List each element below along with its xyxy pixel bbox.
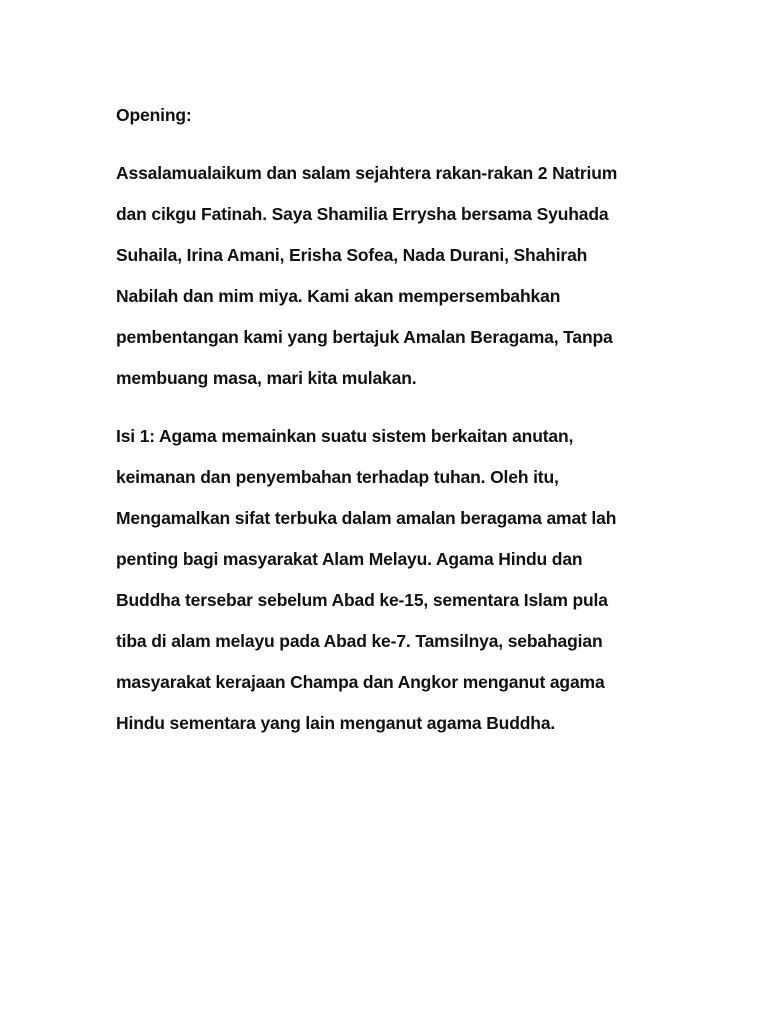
paragraph-line: Assalamualaikum dan salam sejahtera rakan-rakan 2 Natrium	[116, 163, 618, 183]
paragraph-line: masyarakat kerajaan Champa dan Angkor menganut agama	[116, 672, 605, 692]
paragraph-line: penting bagi masyarakat Alam Melayu. Agama Hindu dan	[116, 549, 583, 569]
paragraph-line: Isi 1: Agama memainkan suatu sistem berkaitan anutan,	[116, 426, 574, 446]
paragraph-line: tiba di alam melayu pada Abad ke-7. Tamsilnya, sebahagian	[116, 631, 603, 651]
paragraph-line: dan cikgu Fatinah. Saya Shamilia Errysha bersama Syuhada	[116, 204, 609, 224]
paragraph-line: membuang masa, mari kita mulakan.	[116, 368, 417, 388]
opening-heading: Opening:	[116, 105, 192, 125]
paragraph-line: Suhaila, Irina Amani, Erisha Sofea, Nada Durani, Shahirah	[116, 245, 588, 265]
paragraph-line: pembentangan kami yang bertajuk Amalan Beragama, Tanpa	[116, 327, 613, 347]
paragraph-line: Buddha tersebar sebelum Abad ke-15, sementara Islam pula	[116, 590, 608, 610]
paragraph-line: keimanan dan penyembahan terhadap tuhan. Oleh itu,	[116, 467, 559, 487]
paragraph-line: Mengamalkan sifat terbuka dalam amalan beragama amat lah	[116, 508, 617, 528]
paragraph-line: Nabilah dan mim miya. Kami akan mempersembahkan	[116, 286, 561, 306]
paragraph-line: Hindu sementara yang lain menganut agama Buddha.	[116, 713, 556, 733]
